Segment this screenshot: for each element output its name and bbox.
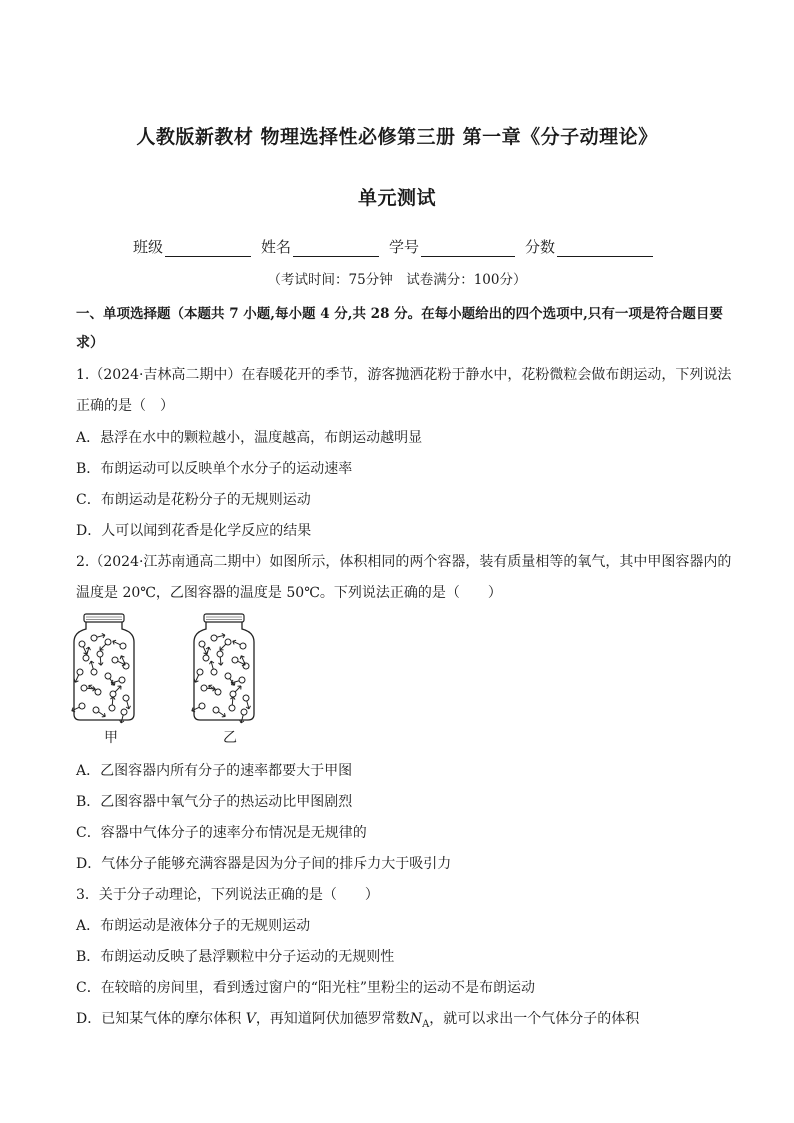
class-field: [133, 236, 251, 257]
q2-option-b[interactable]: B．乙图容器中氧气分子的热运动比甲图剧烈: [76, 794, 353, 810]
exam-note: （考试时间：75分钟 试卷满分：100分）: [267, 272, 527, 288]
molar-volume-var: V: [245, 1011, 256, 1027]
q1-option-c[interactable]: C．布朗运动是花粉分子的无规则运动: [76, 492, 311, 508]
page-subtitle: 单元测试: [357, 187, 436, 209]
question-1-stem: 1.（2024·吉林高二期中）在春暖花开的季节，游客抛洒花粉于静水中，花粉微粒会做布朗运动，下列说法: [76, 367, 732, 383]
section-heading: 一、单项选择题（本题共 7 小题,每小题 4 分,共 28 分。在每小题给出的四个选项中,只有一项是符合题目要: [76, 306, 723, 322]
q3-option-b[interactable]: B．布朗运动反映了悬浮颗粒中分子运动的无规则性: [76, 949, 395, 965]
name-field: [261, 236, 379, 257]
student-id-blank[interactable]: [421, 241, 515, 257]
question-2-stem-cont: 温度是 20℃，乙图容器的温度是 50℃。下列说法正确的是（ ）: [76, 585, 502, 601]
q2-option-d[interactable]: D．气体分子能够充满容器是因为分子间的排斥力大于吸引力: [76, 856, 452, 872]
q3-option-d-prefix: D．已知某气体的摩尔体积: [76, 1011, 246, 1027]
q3-option-c[interactable]: C．在较暗的房间里，看到透过窗户的“阳光柱”里粉尘的运动不是布朗运动: [76, 980, 536, 996]
figure-caption-yi: 乙: [223, 730, 237, 746]
question-1-stem-cont: 正确的是（ ）: [76, 398, 174, 414]
class-blank[interactable]: [165, 241, 251, 257]
score-blank[interactable]: [557, 241, 653, 257]
name-label: 姓名: [261, 238, 292, 256]
q1-option-a[interactable]: A．悬浮在水中的颗粒越小，温度越高，布朗运动越明显: [76, 430, 423, 446]
student-id-field: [389, 236, 515, 257]
score-field: [525, 236, 653, 257]
figure-caption-jia: 甲: [104, 730, 118, 746]
jar-jia: [71, 614, 134, 723]
name-blank[interactable]: [293, 241, 379, 257]
question-3-stem: 3．关于分子动理论，下列说法正确的是（ ）: [76, 887, 379, 903]
class-label: 班级: [133, 238, 164, 256]
q2-option-a[interactable]: A．乙图容器内所有分子的速率都要大于甲图: [76, 763, 353, 779]
jar-figure: [68, 612, 288, 752]
avogadro-const: N: [409, 1011, 423, 1027]
section-heading-cont: 求）: [76, 335, 104, 351]
q3-option-a[interactable]: A．布朗运动是液体分子的无规则运动: [76, 918, 311, 934]
avogadro-sub: A: [422, 1018, 430, 1030]
q3-option-d-suffix: ，就可以求出一个气体分子的体积: [429, 1011, 640, 1027]
q1-option-b[interactable]: B．布朗运动可以反映单个水分子的运动速率: [76, 461, 353, 477]
question-2-stem: 2.（2024·江苏南通高二期中）如图所示，体积相同的两个容器，装有质量相等的氧气，其中甲图容器内的: [76, 554, 732, 570]
score-label: 分数: [525, 238, 556, 256]
q3-option-d[interactable]: [76, 1008, 639, 1030]
q2-option-c[interactable]: C．容器中气体分子的速率分布情况是无规律的: [76, 825, 367, 841]
student-id-label: 学号: [389, 238, 420, 256]
q3-option-d-mid: ，再知道阿伏加德罗常数: [255, 1011, 410, 1027]
jar-yi: [191, 614, 254, 723]
page-title: 人教版新教材 物理选择性必修第三册 第一章《分子动理论》: [136, 126, 658, 148]
student-info-row: [133, 236, 693, 257]
q1-option-d[interactable]: D．人可以闻到花香是化学反应的结果: [76, 523, 312, 539]
